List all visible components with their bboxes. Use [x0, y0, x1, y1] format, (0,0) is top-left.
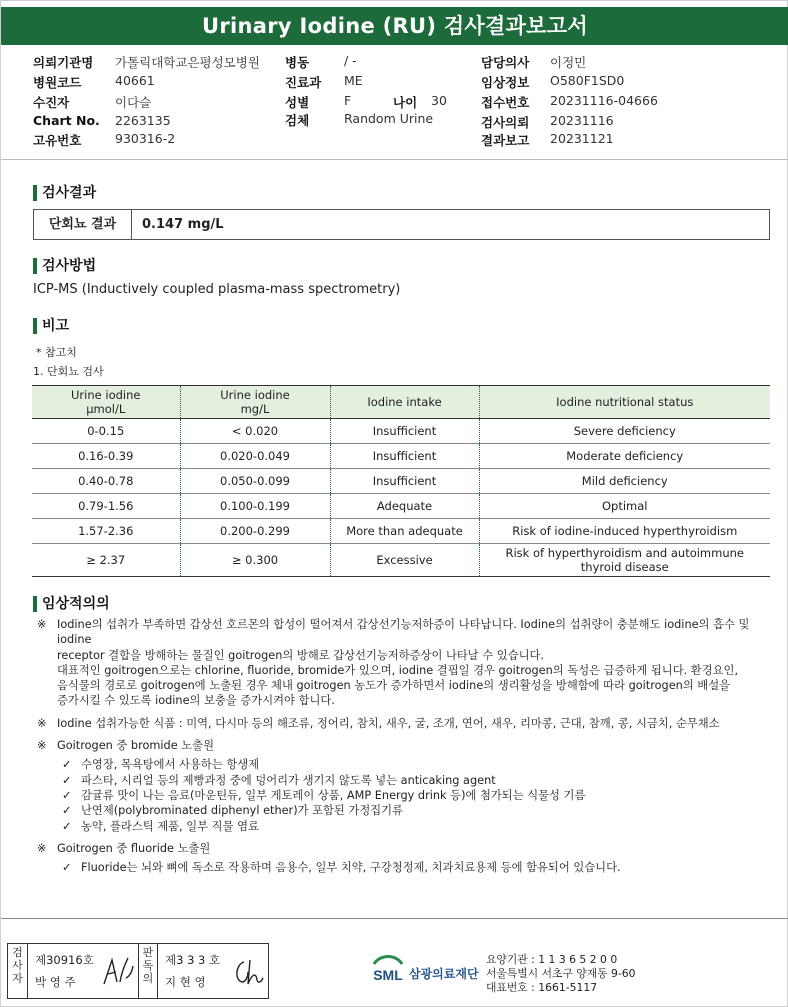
- cell: 0.020-0.049: [180, 444, 330, 469]
- text-line: 대표적인 goitrogen으로는 chlorine, fluoride, bromide가 있으며, iodine 결핍일 경우 goitrogen의 독성은 급증하게 됩니다. 환경요인,: [57, 663, 739, 677]
- section-title-result: 검사결과: [33, 184, 96, 202]
- result-label: 단회뇨 결과: [34, 210, 132, 239]
- reviewer-name: 지 현 영: [165, 975, 206, 989]
- doctor-value: 이정민: [550, 55, 587, 70]
- list-item: ✓ 수영장, 목욕탕에서 사용하는 항생제: [62, 758, 260, 772]
- list-item: ✓ 농약, 플라스틱 제품, 일부 직물 염료: [62, 819, 259, 833]
- col-status: Iodine nutritional status: [479, 386, 770, 419]
- cell: Adequate: [330, 494, 479, 519]
- cell: 0.050-0.099: [180, 469, 330, 494]
- list-item: ✓ 감귤류 맛이 나는 음료(마운틴듀, 일부 게토레이 상품, AMP Energy drink 등)에 첨가되는 식물성 기름: [62, 788, 586, 802]
- text-line: 음식물의 경로로 goitrogen에 노출된 경우 체내 goitrogen 농도가 증가하면서 iodine의 생리활성을 방해함에 따라 goitrogen의 배설을: [57, 679, 731, 693]
- cell: Risk of hyperthyroidism and autoimmune thyroid disease: [479, 544, 770, 577]
- reference-table-header: [32, 386, 770, 419]
- section-title-remarks: 비고: [33, 317, 69, 335]
- cell: Excessive: [330, 544, 479, 577]
- cell: 1.57-2.36: [32, 519, 180, 544]
- specimen-value: Random Urine: [344, 111, 434, 126]
- list-item: ✓ 파스타, 시리얼 등의 제빵과정 중에 덩어리가 생기지 않도록 넣는 anticaking agent: [62, 773, 496, 787]
- check-icon: ✓: [62, 758, 72, 772]
- reference-note: * 참고치: [36, 346, 77, 359]
- cell: 0.200-0.299: [180, 519, 330, 544]
- patient-value: 이다슬: [115, 95, 152, 110]
- check-icon: ✓: [62, 804, 72, 818]
- cell: Risk of iodine-induced hyperthyroidism: [479, 519, 770, 544]
- text-line: 증가시킬 수 있도록 iodine의 보충을 증가시켜야 합니다.: [57, 694, 335, 708]
- list-item: ✓ 난연제(polybrominated diphenyl ether)가 포함된 가정집기류: [62, 804, 404, 818]
- footer-divider: [1, 918, 788, 919]
- patient-label: 수진자: [33, 95, 70, 110]
- tester-license: 제30916호: [35, 953, 94, 967]
- text-line: Goitrogen 중 fluoride 노출원: [57, 841, 211, 855]
- text-line: Iodine의 섭취가 부족하면 갑상선 호르몬의 합성이 떨어져서 갑상선기능저하증이 나타납니다. Iodine의 섭취량이 충분해도 iodine의 흡수 및 iodine: [57, 618, 750, 647]
- cell: Severe deficiency: [479, 419, 770, 444]
- reviewer-label: 판독의: [138, 944, 158, 998]
- clinical-paragraph: [37, 617, 772, 709]
- cell: 0.100-0.199: [180, 494, 330, 519]
- specimen-label: 검체: [285, 113, 310, 128]
- cell: 0.79-1.56: [32, 494, 180, 519]
- table-row: [32, 444, 770, 469]
- check-icon: ✓: [62, 773, 72, 787]
- result-value: 0.147 mg/L: [142, 217, 224, 232]
- cell: Mild deficiency: [479, 469, 770, 494]
- request-date-label: 검사의뢰: [481, 115, 530, 130]
- reference-table: [32, 385, 770, 577]
- sex-label: 성별: [285, 95, 310, 110]
- cell: 0-0.15: [32, 419, 180, 444]
- age-label: 나이: [393, 95, 418, 110]
- text-line: receptor 결합을 방해하는 물질인 goitrogen의 방해로 갑상선기능저하증상이 나타날 수 있습니다.: [57, 648, 545, 662]
- clinical-significance: [37, 617, 772, 875]
- cell: 0.16-0.39: [32, 444, 180, 469]
- table-row: [32, 494, 770, 519]
- report-date-value: 20231121: [550, 131, 614, 146]
- dept-value: ME: [344, 73, 363, 88]
- hospital-code-value: 40661: [115, 73, 155, 88]
- table-row: [32, 519, 770, 544]
- section-title-method: 검사방법: [33, 257, 96, 275]
- table-row: [32, 469, 770, 494]
- single-urine-note: 1. 단회뇨 검사: [33, 365, 104, 378]
- report-title: Urinary Iodine (RU) 검사결과보고서: [1, 7, 788, 45]
- note-mark: ※: [37, 841, 47, 855]
- text-line: Goitrogen 중 bromide 노출원: [57, 739, 214, 753]
- ward-label: 병동: [285, 55, 310, 70]
- receipt-value: 20231116-04666: [550, 93, 658, 108]
- check-icon: ✓: [62, 861, 72, 875]
- col-mg: Urine iodine mg/L: [180, 386, 330, 419]
- clinical-info-value: O580F1SD0: [550, 73, 625, 88]
- tester-label: 검사자: [8, 944, 28, 998]
- bromide-sources-title: [37, 738, 772, 753]
- institution-number: 요양기관 : 1 1 3 6 5 2 0 0: [486, 953, 618, 966]
- note-mark: ※: [37, 618, 47, 631]
- text-line: Iodine 섭취가능한 식품 : 미역, 다시마 등의 해조류, 정어리, 참치, 새우, 굴, 조개, 연어, 새우, 리마콩, 근대, 참깨, 콩, 시금치, 순무채소: [57, 716, 720, 730]
- fluoride-sources-title: [37, 841, 772, 856]
- patient-info: [1, 51, 788, 155]
- iodine-foods: [37, 716, 772, 731]
- header-divider: [1, 159, 788, 160]
- institution-phone: 대표번호 : 1661-5117: [486, 981, 598, 994]
- institution-info: [486, 953, 636, 995]
- reviewer-signature: [230, 954, 266, 990]
- col-intake: Iodine intake: [330, 386, 479, 419]
- cell: Optimal: [479, 494, 770, 519]
- request-date-value: 20231116: [550, 113, 614, 128]
- table-row: [32, 544, 770, 577]
- receipt-label: 접수번호: [481, 95, 530, 110]
- cell: ≥ 0.300: [180, 544, 330, 577]
- cell: Insufficient: [330, 469, 479, 494]
- col-umol: Urine iodine μmol/L: [32, 386, 180, 419]
- institution-address: 서울특별시 서초구 양재동 9-60: [486, 967, 636, 980]
- cell: Moderate deficiency: [479, 444, 770, 469]
- svg-text:SML: SML: [373, 967, 403, 983]
- institution-value: 가톨릭대학교은평성모병원: [115, 55, 260, 70]
- cell: < 0.020: [180, 419, 330, 444]
- clinical-info-label: 임상정보: [481, 75, 530, 90]
- institution-label: 의뢰기관명: [33, 55, 94, 70]
- check-icon: ✓: [62, 819, 72, 833]
- doctor-label: 담당의사: [481, 55, 530, 70]
- check-icon: ✓: [62, 788, 72, 802]
- age-value: 30: [431, 93, 447, 108]
- cell: ≥ 2.37: [32, 544, 180, 577]
- section-title-clinical: 임상적의의: [33, 595, 110, 613]
- sml-logo-icon: [368, 950, 408, 990]
- cell: Insufficient: [330, 444, 479, 469]
- signature-stamp: [7, 943, 269, 999]
- reviewer-license: 제3 3 3 호: [165, 953, 221, 967]
- note-mark: ※: [37, 716, 47, 730]
- cell: 0.40-0.78: [32, 469, 180, 494]
- list-item: ✓ Fluoride는 뇌와 뼈에 독소로 작용하며 음용수, 일부 치약, 구강청정제, 치과치료용제 등에 함유되어 있습니다.: [62, 861, 621, 875]
- result-box: [33, 209, 770, 240]
- sex-value: F: [344, 93, 352, 108]
- method-text: ICP-MS (Inductively coupled plasma-mass spectrometry): [33, 282, 401, 297]
- chart-label: Chart No.: [33, 113, 100, 128]
- report-date-label: 결과보고: [481, 133, 530, 148]
- table-row: [32, 419, 770, 444]
- dept-label: 진료과: [285, 75, 322, 90]
- unique-value: 930316-2: [115, 131, 176, 146]
- tester-signature: [100, 952, 136, 990]
- cell: More than adequate: [330, 519, 479, 544]
- tester-name: 박 영 주: [35, 975, 76, 989]
- org-name: 삼광의료재단: [409, 967, 479, 981]
- hospital-code-label: 병원코드: [33, 75, 82, 90]
- unique-label: 고유번호: [33, 133, 82, 148]
- ward-value: / -: [344, 53, 357, 68]
- chart-value: 2263135: [115, 113, 171, 128]
- note-mark: ※: [37, 739, 47, 753]
- cell: Insufficient: [330, 419, 479, 444]
